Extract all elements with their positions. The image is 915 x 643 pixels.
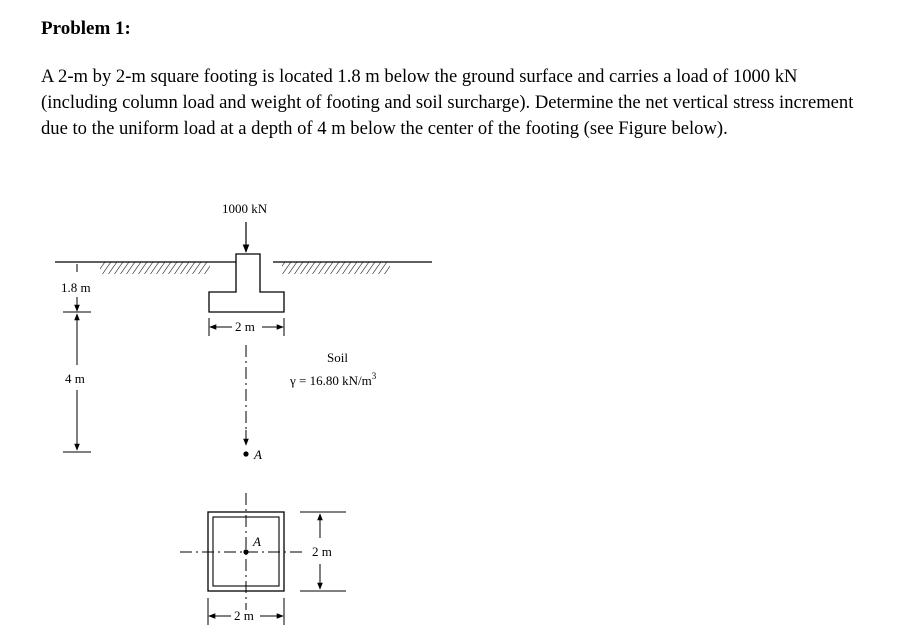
point-a-label: A bbox=[254, 447, 262, 462]
depth-label: 1.8 m bbox=[61, 280, 91, 295]
footing bbox=[209, 254, 284, 312]
plan-width-label: 2 m bbox=[234, 608, 254, 623]
problem-statement: A 2-m by 2-m square footing is located 1.8 m below the ground surface and carries a load of 1000 kN (including column load and weight of footing and soil surcharge). Determine the net vertical stress increment due to the uniform load at a depth of 4 m below the center of the footing (see Figure below). bbox=[41, 66, 854, 139]
ground-hatch-right bbox=[282, 262, 390, 274]
problem-title: Problem 1: bbox=[41, 18, 131, 39]
unit-weight-label bbox=[289, 371, 377, 388]
unit-weight-superscript: 3 bbox=[371, 371, 377, 381]
stress-depth-label: 4 m bbox=[65, 371, 85, 386]
load-label: 1000 kN bbox=[222, 201, 268, 216]
point-a-marker bbox=[243, 451, 248, 456]
soil-label: Soil bbox=[327, 350, 348, 365]
footing-width-label: 2 m bbox=[235, 319, 255, 334]
unit-weight-text: γ = 16.80 kN/m bbox=[290, 373, 372, 388]
plan-height-label: 2 m bbox=[312, 544, 332, 559]
ground-hatch-left bbox=[100, 262, 210, 274]
plan-point-a-marker bbox=[243, 549, 248, 554]
plan-point-a-label: A bbox=[253, 534, 261, 549]
